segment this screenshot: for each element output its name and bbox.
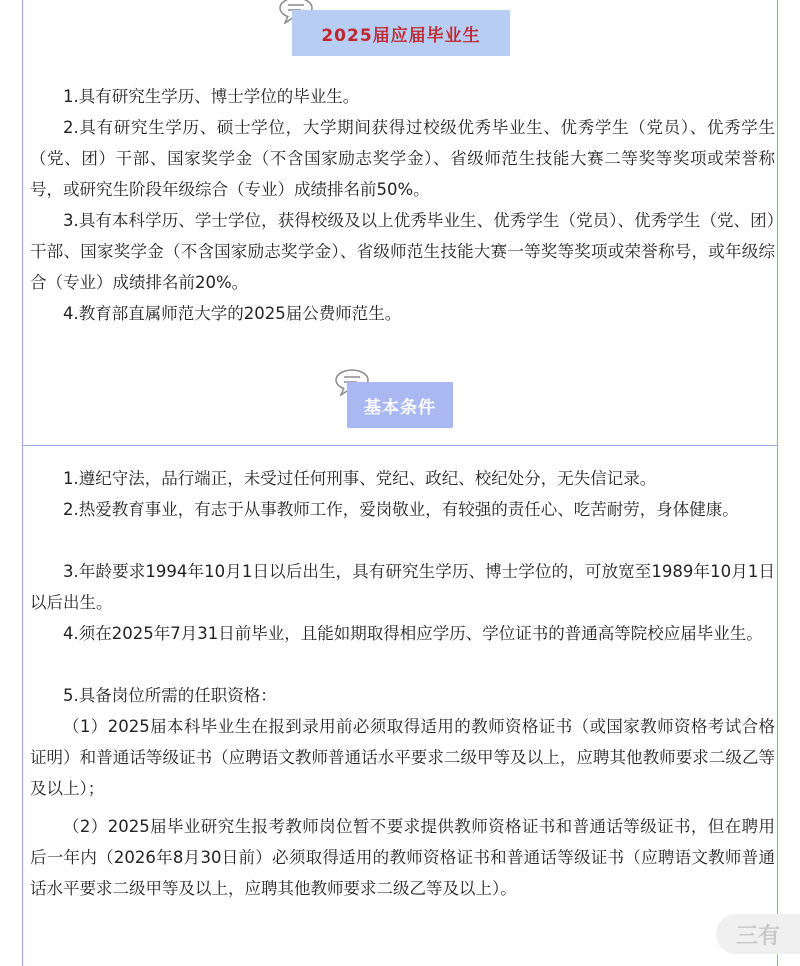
basic-item-2: 2.热爱教育事业，有志于从事教师工作，爱岗敬业，有较强的责任心、吃苦耐劳，身体健康。 (63, 500, 739, 519)
graduate-item-4: 4.教育部直属师范大学的2025届公费师范生。 (63, 304, 402, 323)
graduate-item-2: 2.具有研究生学历、硕士学位，大学期间获得过校级优秀毕业生、优秀学生（党员）、优秀学生（党、团）干部、国家奖学金（不含国家励志奖学金）、省级师范生技能大赛二等奖等奖项或荣誉称号，或研究生阶段年级综合（专业）成绩排名前50%。 (30, 118, 775, 199)
basic-item-4: 4.须在2025年7月31日前毕业，且能如期取得相应学历、学位证书的普通高等院校应届毕业生。 (63, 624, 763, 643)
section-title-basic: 基本条件 (347, 382, 453, 428)
graduate-item-3: 3.具有本科学历、学士学位，获得校级及以上优秀毕业生、优秀学生（党员）、优秀学生（党、团）干部、国家奖学金（不含国家励志奖学金）、省级师范生技能大赛一等奖等奖项或荣誉称号，或年级综合（专业）成绩排名前20%。 (30, 211, 775, 292)
basic-item-1: 1.遵纪守法，品行端正，未受过任何刑事、党纪、政纪、校纪处分，无失信记录。 (63, 469, 657, 488)
basic-item-3: 3.年龄要求1994年10月1日以后出生，具有研究生学历、博士学位的，可放宽至1989年10月1日以后出生。 (30, 562, 775, 612)
basic-item-5-sub-1: （1）2025届本科毕业生在报到录用前必须取得适用的教师资格证书（或国家教师资格考试合格证明）和普通话等级证书（应聘语文教师普通话水平要求二级甲等及以上，应聘其他教师要求二级乙等及以上）； (30, 717, 775, 798)
basic-item-5: 5.具备岗位所需的任职资格： (63, 686, 277, 705)
graduate-item-1: 1.具有研究生学历、博士学位的毕业生。 (63, 87, 360, 106)
section-title-graduates: 2025届应届毕业生 (292, 10, 510, 56)
watermark-badge: 三有 (716, 914, 800, 954)
basic-item-5-sub-2: （2）2025届毕业研究生报考教师岗位暂不要求提供教师资格证书和普通话等级证书，但在聘用后一年内（2026年8月30日前）必须取得适用的教师资格证书和普通话等级证书（应聘语文教师普通话水平要求二级甲等及以上，应聘其他教师要求二级乙等及以上）。 (30, 817, 775, 898)
